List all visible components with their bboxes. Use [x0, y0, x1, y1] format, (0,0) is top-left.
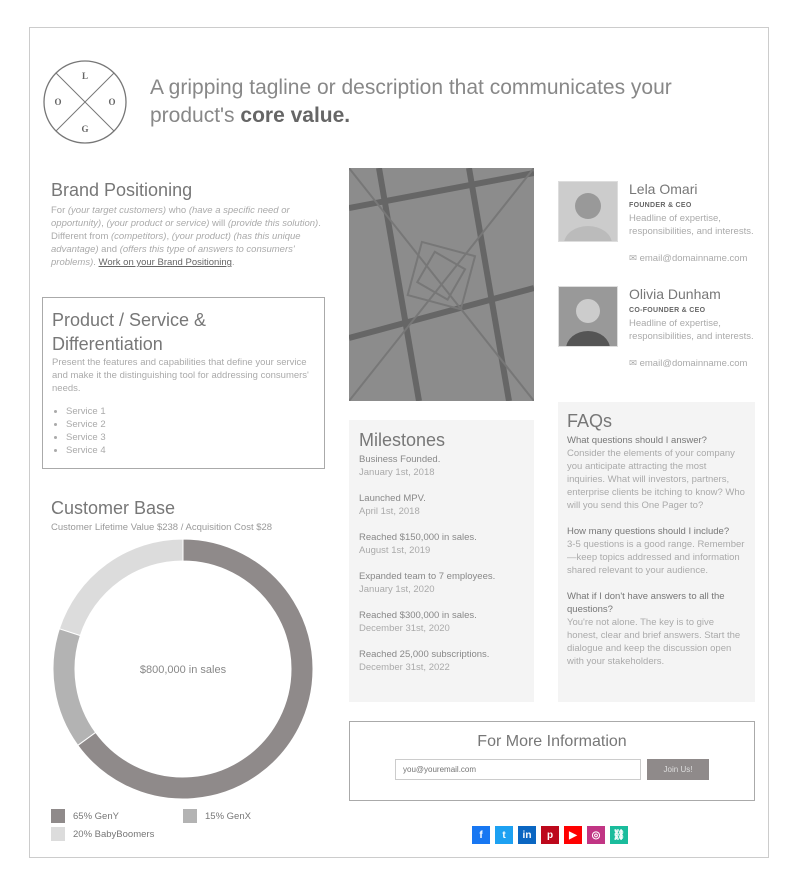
- member-headline: Headline of expertise, responsibilities, and interests.: [629, 318, 754, 342]
- faq-answer: Consider the elements of your company you anticipate attracting the most inquiries. What will investors, partners, enterprise clients be itching to know? Who will you send this One Pager to?: [567, 448, 745, 511]
- text: .: [93, 257, 99, 268]
- member-role: FOUNDER & CEO: [629, 202, 692, 209]
- tagline-bold: core value.: [240, 104, 351, 127]
- section-title: Milestones: [359, 430, 446, 450]
- donut-slice-babyboomers: [59, 539, 183, 636]
- legend-item: [183, 809, 251, 823]
- member-role: CO-FOUNDER & CEO: [629, 307, 706, 314]
- member-headline: Headline of expertise, responsibilities, and interests.: [629, 213, 754, 237]
- milestone-item: [359, 453, 524, 479]
- text: For: [51, 205, 68, 216]
- donut-chart: [52, 538, 314, 800]
- donut-center-label: $800,000 in sales: [139, 664, 227, 676]
- customer-base: [51, 498, 272, 533]
- section-title: Product / Service & Differentiation: [52, 310, 207, 354]
- milestone-title: Expanded team to 7 employees.: [359, 571, 496, 582]
- faqs: [558, 402, 755, 702]
- milestone-date: December 31st, 2022: [359, 662, 450, 673]
- text: . Different from: [51, 218, 321, 242]
- section-title: Brand Positioning: [51, 180, 193, 200]
- milestone-item: [359, 531, 524, 557]
- milestone-item: [359, 570, 524, 596]
- product-description: Present the features and capabilities that define your service and make it the distinguishing tool for addressing consumers' needs.: [52, 357, 309, 394]
- section-title: Customer Base: [51, 498, 176, 518]
- instagram-icon[interactable]: ◎: [587, 826, 605, 844]
- logo-letter: G: [81, 124, 89, 134]
- avatar: [558, 181, 618, 242]
- faq-question: What questions should I answer?: [567, 435, 707, 446]
- legend-label: 65% GenY: [73, 810, 119, 822]
- join-button[interactable]: Join Us!: [647, 759, 709, 780]
- milestone-date: January 1st, 2020: [359, 584, 435, 595]
- brand-positioning: [51, 180, 321, 269]
- faq-question: How many questions should I include?: [567, 526, 730, 537]
- pinterest-icon[interactable]: p: [541, 826, 559, 844]
- more-info-box: [349, 721, 755, 801]
- placeholder-text: (your target customers): [67, 205, 167, 216]
- legend-label: 20% BabyBoomers: [73, 828, 155, 840]
- faq-answer: 3-5 questions is a good range. Remember—keep topics addressed and information shared relevant to your audience.: [567, 539, 745, 576]
- text: who: [166, 205, 189, 216]
- milestone-date: August 1st, 2019: [359, 545, 431, 556]
- legend-item: [51, 809, 119, 823]
- milestone-item: [359, 609, 524, 635]
- service-list: [66, 405, 315, 457]
- brand-positioning-text: [51, 204, 321, 269]
- link-icon[interactable]: ⛓: [610, 826, 628, 844]
- milestone-title: Reached $150,000 in sales.: [359, 532, 477, 543]
- milestone-title: Reached $300,000 in sales.: [359, 610, 477, 621]
- milestone-item: [359, 492, 524, 518]
- faq-question: What if I don't have answers to all the questions?: [567, 591, 725, 615]
- email-text: email@domainname.com: [639, 253, 748, 264]
- milestone-date: January 1st, 2018: [359, 467, 435, 478]
- member-name: Lela Omari: [629, 181, 698, 197]
- member-email[interactable]: [629, 253, 747, 264]
- product-service-box: [42, 297, 325, 469]
- logo: [42, 59, 128, 145]
- member-email[interactable]: [629, 358, 747, 369]
- brand-positioning-link[interactable]: Work on your Brand Positioning: [98, 257, 232, 268]
- email-text: email@domainname.com: [639, 358, 748, 369]
- hero-image: [349, 168, 534, 401]
- section-title: FAQs: [567, 411, 613, 431]
- logo-letter: O: [54, 97, 62, 107]
- milestone-date: April 1st, 2018: [359, 506, 420, 517]
- placeholder-text: (your product or service): [106, 218, 210, 229]
- linkedin-icon[interactable]: in: [518, 826, 536, 844]
- legend-swatch: [51, 827, 65, 841]
- social-links: [472, 826, 628, 844]
- customer-base-subtitle: Customer Lifetime Value $238 / Acquisition Cost $28: [51, 522, 273, 533]
- facebook-icon[interactable]: f: [472, 826, 490, 844]
- placeholder-text: (has this unique advantage): [51, 231, 301, 255]
- twitter-icon[interactable]: t: [495, 826, 513, 844]
- text: and: [98, 244, 120, 255]
- list-item: • Service 2: [66, 418, 315, 431]
- mail-icon: ✉: [629, 358, 640, 369]
- logo-letter: L: [81, 71, 89, 81]
- donut-slice-genx: [53, 629, 96, 746]
- faq-item: [567, 590, 746, 668]
- section-title: For More Information: [477, 733, 627, 750]
- placeholder-text: (competitors): [111, 231, 167, 242]
- email-input[interactable]: [395, 759, 641, 780]
- milestone-title: Launched MPV.: [359, 493, 426, 504]
- list-item: • Service 4: [66, 444, 315, 457]
- mail-icon: ✉: [629, 253, 640, 264]
- faq-answer: You're not alone. The key is to give honest, clear and brief answers. Start the dialogue and keep the discussion open with your stakeholders.: [567, 617, 741, 667]
- avatar: [558, 286, 618, 347]
- milestone-title: Reached 25,000 subscriptions.: [359, 649, 490, 660]
- faq-item: [567, 434, 746, 512]
- list-item: • Service 3: [66, 431, 315, 444]
- milestone-date: December 31st, 2020: [359, 623, 450, 634]
- milestones: [349, 420, 534, 702]
- milestone-title: Business Founded.: [359, 454, 441, 465]
- tagline: [150, 74, 710, 130]
- placeholder-text: (offers this type of answers to consumers' problems): [51, 244, 295, 268]
- legend-swatch: [183, 809, 197, 823]
- text: .: [231, 257, 235, 268]
- text: ,: [101, 218, 107, 229]
- legend-swatch: [51, 809, 65, 823]
- placeholder-text: (provide this solution): [227, 218, 319, 229]
- placeholder-text: (have a specific need or opportunity): [51, 205, 290, 229]
- list-item: • Service 1: [66, 405, 315, 418]
- tagline-text: A gripping tagline or description that communicates your product's: [150, 76, 672, 127]
- text: ,: [166, 231, 172, 242]
- placeholder-text: (your product): [171, 231, 231, 242]
- milestone-item: [359, 648, 524, 674]
- youtube-icon[interactable]: ▶: [564, 826, 582, 844]
- faq-item: [567, 525, 746, 577]
- text: will: [209, 218, 228, 229]
- logo-letter: O: [108, 97, 116, 107]
- member-name: Olivia Dunham: [629, 286, 721, 302]
- legend-label: 15% GenX: [205, 810, 251, 822]
- legend-item: [51, 827, 154, 841]
